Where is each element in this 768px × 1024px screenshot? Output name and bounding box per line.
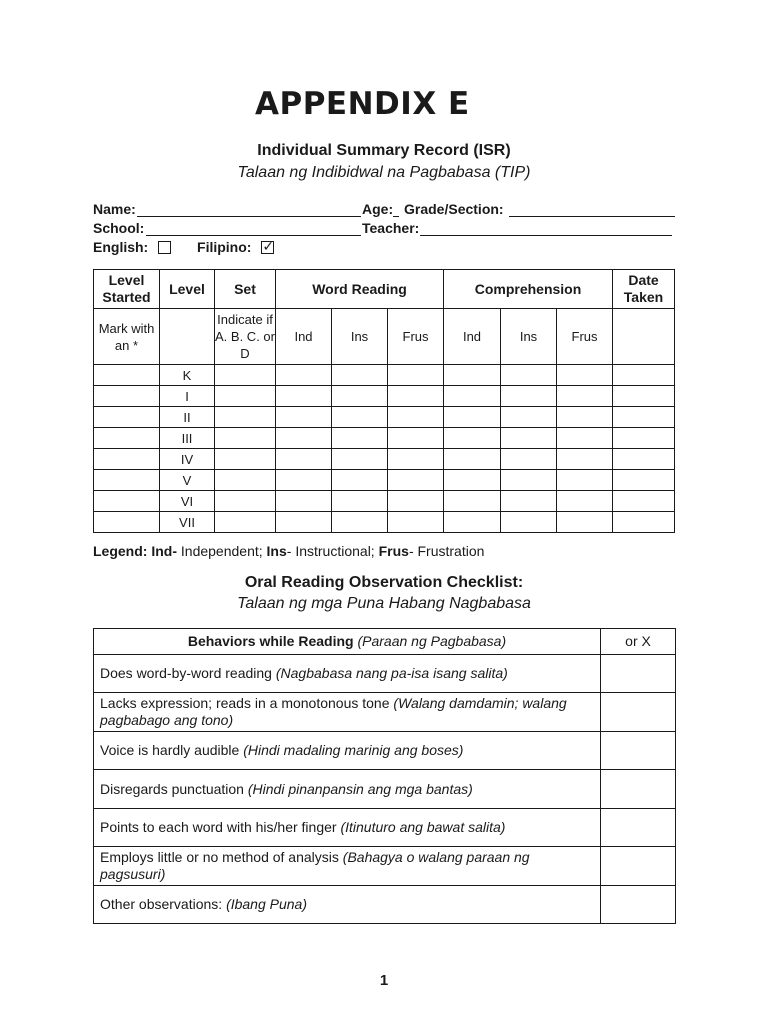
checklist-title: Oral Reading Observation Checklist: [244, 574, 524, 591]
table-cell[interactable] [444, 491, 501, 512]
table-cell[interactable] [444, 386, 501, 407]
table-row [94, 365, 675, 386]
table-cell[interactable] [94, 407, 160, 428]
table-cell[interactable] [444, 512, 501, 533]
record-subtitle: Individual Summary Record (ISR) [257, 142, 511, 159]
level-label: II [160, 407, 215, 428]
legend [93, 543, 484, 559]
level-label: I [160, 386, 215, 407]
header-comprehension: Comprehension [444, 270, 613, 309]
table-cell[interactable] [613, 386, 675, 407]
behavior-label: Disregards punctuation [100, 780, 248, 797]
table-cell[interactable] [557, 428, 613, 449]
mark-cell[interactable] [601, 886, 676, 924]
table-cell[interactable] [501, 386, 557, 407]
table-cell[interactable] [557, 365, 613, 386]
c-ins: Ins [501, 309, 557, 365]
filipino-label: Filipino: [197, 239, 252, 255]
table-cell[interactable] [501, 365, 557, 386]
behavior-label: Points to each word with his/her finger [100, 819, 341, 835]
header-level: Level [160, 270, 215, 309]
table-cell[interactable] [444, 365, 501, 386]
legend-ind-text: Independent; [177, 543, 267, 559]
mark-cell[interactable] [601, 847, 676, 886]
table-cell[interactable] [613, 407, 675, 428]
table-cell[interactable] [332, 449, 388, 470]
set-note: Indicate if A. B. C. or D [215, 309, 276, 365]
table-cell[interactable] [215, 407, 276, 428]
behavior-text [94, 693, 601, 732]
teacher-field[interactable] [420, 221, 672, 236]
table-cell[interactable] [215, 491, 276, 512]
check-rows [94, 655, 676, 924]
wr-frus: Frus [388, 309, 444, 365]
check-mark-icon: ✓ [262, 237, 275, 254]
grade-label: Grade/Section: [404, 201, 504, 217]
table-cell[interactable] [332, 407, 388, 428]
table-cell[interactable] [94, 491, 160, 512]
english-label: English: [93, 239, 149, 255]
table-cell[interactable] [276, 470, 332, 491]
level-label: IV [160, 449, 215, 470]
behavior-label-local: (Nagbabasa nang pa-isa isang salita) [275, 665, 508, 681]
table-cell[interactable] [332, 512, 388, 533]
table-cell[interactable] [276, 491, 332, 512]
table-cell[interactable] [613, 365, 675, 386]
table-cell[interactable] [332, 491, 388, 512]
table-cell[interactable] [276, 449, 332, 470]
table-cell[interactable] [94, 428, 160, 449]
mark-note: Mark with an * [94, 309, 160, 365]
school-field[interactable] [146, 221, 361, 236]
list-item [94, 886, 676, 924]
col-behaviors: Behaviors while Reading (Paraan ng Pagbabasa) [94, 629, 601, 655]
table-cell[interactable] [557, 470, 613, 491]
c-ind: Ind [444, 309, 501, 365]
list-item [94, 809, 676, 847]
table-cell[interactable] [332, 470, 388, 491]
list-item [94, 847, 676, 886]
table-cell[interactable] [388, 470, 444, 491]
page-number: 1 [379, 972, 389, 989]
c-frus: Frus [557, 309, 613, 365]
table-cell[interactable] [276, 386, 332, 407]
level-label: VI [160, 491, 215, 512]
header-date-taken: Date Taken [613, 270, 675, 309]
table-row [94, 491, 675, 512]
table-cell[interactable] [501, 407, 557, 428]
mark-cell[interactable] [601, 693, 676, 732]
behavior-text [94, 655, 601, 693]
grade-field[interactable] [509, 202, 675, 217]
table-cell[interactable] [501, 470, 557, 491]
behavior-text [94, 886, 601, 924]
table-cell[interactable] [388, 428, 444, 449]
behavior-text [94, 847, 601, 886]
legend-frus-key: Frus [378, 543, 409, 559]
isr-table [93, 269, 675, 533]
table-cell[interactable] [501, 512, 557, 533]
behavior-label: Other observations: [100, 896, 227, 912]
table-row [94, 512, 675, 533]
table-cell[interactable] [444, 407, 501, 428]
behavior-label: Employs little or no method of analysis [100, 849, 343, 865]
level-label: III [160, 428, 215, 449]
level-rows [94, 365, 675, 533]
table-cell[interactable] [388, 449, 444, 470]
legend-label: Legend: [93, 543, 148, 559]
table-cell[interactable] [501, 449, 557, 470]
mark-cell[interactable] [601, 770, 676, 809]
level-note-cell [160, 309, 215, 365]
table-cell[interactable] [215, 386, 276, 407]
table-cell[interactable] [388, 365, 444, 386]
table-cell[interactable] [557, 407, 613, 428]
name-field[interactable] [137, 202, 361, 217]
behavior-label: Voice is hardly audible [100, 742, 244, 758]
table-cell[interactable] [613, 512, 675, 533]
table-cell[interactable] [94, 512, 160, 533]
behavior-text [94, 770, 601, 809]
record-subtitle-local: Talaan ng Indibidwal na Pagbabasa (TIP) [237, 164, 531, 181]
english-checkbox[interactable] [158, 241, 171, 254]
table-cell[interactable] [444, 428, 501, 449]
table-cell[interactable] [94, 365, 160, 386]
table-cell[interactable] [215, 428, 276, 449]
table-cell[interactable] [444, 470, 501, 491]
table-cell[interactable] [215, 470, 276, 491]
table-cell[interactable] [215, 449, 276, 470]
behavior-label-local: (Hindi madaling marinig ang boses) [243, 742, 464, 758]
behavior-label: Does word-by-word reading [100, 665, 276, 681]
table-cell[interactable] [276, 428, 332, 449]
table-cell[interactable] [501, 428, 557, 449]
name-label: Name: [93, 201, 136, 217]
header-level-started: Level Started [94, 270, 160, 309]
level-label: V [160, 470, 215, 491]
header-word-reading: Word Reading [276, 270, 444, 309]
page-title: APPENDIX E [255, 86, 470, 122]
list-item [94, 732, 676, 770]
list-item [94, 770, 676, 809]
table-row [94, 449, 675, 470]
filipino-checkbox[interactable] [261, 237, 275, 254]
mark-cell[interactable] [601, 809, 676, 847]
level-label: K [160, 365, 215, 386]
checklist-title-local: Talaan ng mga Puna Habang Nagbabasa [237, 595, 531, 612]
table-cell[interactable] [557, 491, 613, 512]
table-cell[interactable] [388, 407, 444, 428]
table-row [94, 407, 675, 428]
name-row [93, 200, 136, 218]
table-cell[interactable] [557, 386, 613, 407]
table-cell[interactable] [613, 449, 675, 470]
language-row [93, 238, 274, 256]
legend-ins-text: - Instructional; [286, 543, 379, 559]
behavior-label-local: (Itinuturo ang bawat salita) [340, 819, 506, 835]
date-note-cell [613, 309, 675, 365]
checklist-table [93, 628, 676, 924]
behavior-label-local: (Walang damdamin; walang pagbabago ang tono) [100, 695, 567, 728]
wr-ins: Ins [332, 309, 388, 365]
age-label: Age: [362, 201, 394, 217]
col-mark: or X [601, 629, 676, 655]
legend-ins-key: Ins [266, 543, 287, 559]
table-cell[interactable] [94, 470, 160, 491]
behavior-text [94, 809, 601, 847]
behavior-label-local: (Ibang Puna) [226, 896, 308, 912]
behavior-label-local: (Bahagya o walang paraan ng pagsusuri) [100, 849, 530, 882]
table-cell[interactable] [94, 449, 160, 470]
mark-cell[interactable] [601, 732, 676, 770]
table-cell[interactable] [557, 512, 613, 533]
list-item [94, 693, 676, 732]
teacher-label: Teacher: [362, 220, 420, 236]
table-cell[interactable] [276, 512, 332, 533]
table-cell[interactable] [388, 386, 444, 407]
table-cell[interactable] [332, 365, 388, 386]
table-cell[interactable] [613, 428, 675, 449]
table-cell[interactable] [215, 365, 276, 386]
table-cell[interactable] [557, 449, 613, 470]
table-cell[interactable] [276, 365, 332, 386]
table-cell[interactable] [613, 491, 675, 512]
table-cell[interactable] [215, 512, 276, 533]
table-cell[interactable] [332, 386, 388, 407]
table-row [94, 470, 675, 491]
table-cell[interactable] [388, 491, 444, 512]
table-cell[interactable] [332, 428, 388, 449]
behavior-label-local: (Hindi pinanpansin ang mga bantas) [247, 780, 473, 797]
list-item [94, 655, 676, 693]
behavior-label: Lacks expression; reads in a monotonous tone [100, 695, 394, 711]
table-row [94, 428, 675, 449]
table-cell[interactable] [613, 470, 675, 491]
legend-frus-text: - Frustration [408, 543, 485, 559]
wr-ind: Ind [276, 309, 332, 365]
table-cell[interactable] [444, 449, 501, 470]
level-label: VII [160, 512, 215, 533]
header-set: Set [215, 270, 276, 309]
table-cell[interactable] [276, 407, 332, 428]
table-cell[interactable] [94, 386, 160, 407]
mark-cell[interactable] [601, 655, 676, 693]
legend-ind-key: Ind- [151, 543, 177, 559]
school-label: School: [93, 220, 145, 236]
age-field[interactable] [393, 202, 399, 217]
table-cell[interactable] [501, 491, 557, 512]
table-row [94, 386, 675, 407]
table-cell[interactable] [388, 512, 444, 533]
behavior-text [94, 732, 601, 770]
